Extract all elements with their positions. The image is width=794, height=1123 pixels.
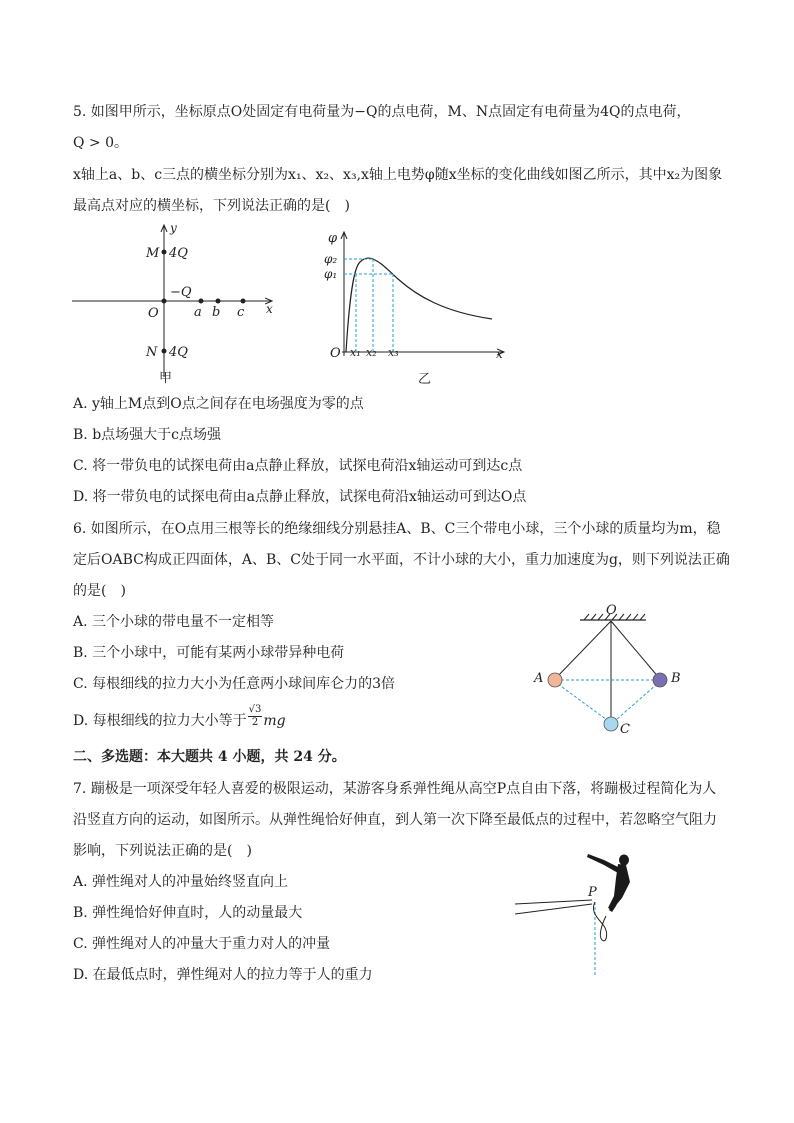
charge-N	[162, 349, 167, 354]
q5-option-b: B. b点场强大于c点场强	[73, 427, 221, 443]
q6-option-c: C. 每根细线的拉力大小为任意两小球间库仑力的3倍	[73, 676, 396, 692]
label-x2: x₂	[366, 346, 377, 359]
q6-option-d-prefix: D. 每根细线的拉力大小等于	[73, 713, 247, 729]
dash-AC	[558, 684, 607, 720]
q6-figure	[528, 600, 698, 740]
label-x: x	[266, 302, 273, 316]
label-b: b	[212, 305, 221, 320]
label-N: N	[146, 345, 158, 360]
q6-stem-line3: 的是( )	[73, 583, 126, 599]
q6-stem-line2: 定后OABC构成正四面体，A、B、C处于同一水平面，不计小球的大小，重力加速度为g，则下列说法正确	[73, 552, 730, 568]
fraction-numerator: √3	[248, 704, 262, 715]
ball-C	[604, 717, 618, 731]
caption-jia: 甲	[159, 371, 173, 386]
caption-yi: 乙	[418, 372, 432, 387]
q7-stem-line3: 影响，下列说法正确的是( )	[73, 843, 252, 859]
label-phi2: φ₂	[324, 252, 338, 266]
label-C: C	[620, 722, 630, 737]
q6-option-a: A. 三个小球的带电量不一定相等	[73, 614, 275, 630]
q5-stem-line1: 5. 如图甲所示，坐标原点O处固定有电荷量为−Q的点电荷，M、N点固定有电荷量为4Q的点电荷，	[73, 104, 691, 120]
label-phi1: φ₁	[324, 267, 338, 281]
potential-curve	[346, 258, 492, 352]
label-P: P	[588, 885, 597, 900]
label-O6: O	[606, 603, 617, 618]
platform-bottom	[515, 904, 592, 914]
q6-option-b: B. 三个小球中，可能有某两小球带异种电荷	[73, 645, 345, 661]
label-O2: O	[330, 346, 341, 361]
label-phi: φ	[328, 231, 338, 246]
label-x1: x₁	[350, 346, 361, 359]
section-header: 二、多选题：本大题共 4 小题，共 24 分。	[73, 749, 346, 765]
platform-top	[515, 900, 592, 904]
q5-stem-line3: x轴上a、b、c三点的横坐标分别为x₁、x₂、x₃,x轴上电势φ随x坐标的变化曲线如图乙所示，其中x₂为图象	[73, 167, 723, 183]
point-b	[216, 299, 221, 304]
q5-option-c: C. 将一带负电的试探电荷由a点静止释放，试探电荷沿x轴运动可到达c点	[73, 458, 523, 474]
q5-figure-yi	[322, 226, 512, 388]
q5-stem-line2: Q > 0。	[73, 135, 129, 151]
point-c	[241, 299, 246, 304]
point-a	[199, 299, 204, 304]
q7-stem-line2: 沿竖直方向的运动，如图所示。从弹性绳恰好伸直，到人第一次下降至最低点的过程中，若忽略空气阻力	[73, 812, 717, 828]
q5-option-a: A. y轴上M点到O点之间存在电场强度为零的点	[73, 396, 364, 412]
q6-option-d	[73, 704, 286, 738]
charge-origin	[162, 299, 167, 304]
q7-option-c: C. 弹性绳对人的冲量大于重力对人的冲量	[73, 936, 331, 952]
q7-option-b: B. 弹性绳恰好伸直时，人的动量最大	[73, 905, 303, 921]
q6-option-d-suffix: mg	[263, 713, 286, 729]
ball-B	[653, 673, 667, 687]
label-B: B	[671, 671, 681, 686]
label-origin-charge: −Q	[170, 285, 192, 300]
jumper-silhouette	[587, 854, 630, 912]
label-a: a	[194, 305, 202, 320]
fraction-denominator: 2	[251, 717, 259, 728]
q7-figure	[512, 848, 642, 978]
ball-A	[548, 673, 562, 687]
label-c: c	[237, 305, 245, 320]
label-A: A	[534, 671, 544, 686]
label-x-yi: x	[496, 347, 503, 361]
q5-figure-jia	[60, 215, 290, 390]
label-y: y	[170, 221, 177, 235]
q6-option-d-fraction	[248, 704, 263, 729]
label-M-charge: 4Q	[169, 246, 188, 261]
q5-stem-line4: 最高点对应的横坐标，下列说法正确的是( )	[73, 198, 350, 214]
dash-BC	[616, 684, 657, 720]
q7-option-d: D. 在最低点时，弹性绳对人的拉力等于人的重力	[73, 967, 373, 983]
label-N-charge: 4Q	[169, 345, 188, 360]
q7-stem-line1: 7. 蹦极是一项深受年轻人喜爱的极限运动，某游客身系弹性绳从高空P点自由下落，将蹦极过程简化为人	[73, 781, 717, 797]
string-OA	[555, 621, 611, 679]
label-O: O	[148, 306, 159, 321]
q5-option-d: D. 将一带负电的试探电荷由a点静止释放，试探电荷沿x轴运动可到达O点	[73, 489, 527, 505]
q6-stem-line1: 6. 如图所示，在O点用三根等长的绝缘细线分别悬挂A、B、C三个带电小球，三个小球的质量均为m，稳	[73, 521, 721, 537]
string-OB	[611, 621, 660, 679]
label-M: M	[146, 246, 160, 261]
label-x3: x₃	[388, 346, 399, 359]
q7-option-a: A. 弹性绳对人的冲量始终竖直向上	[73, 874, 289, 890]
charge-M	[162, 250, 167, 255]
